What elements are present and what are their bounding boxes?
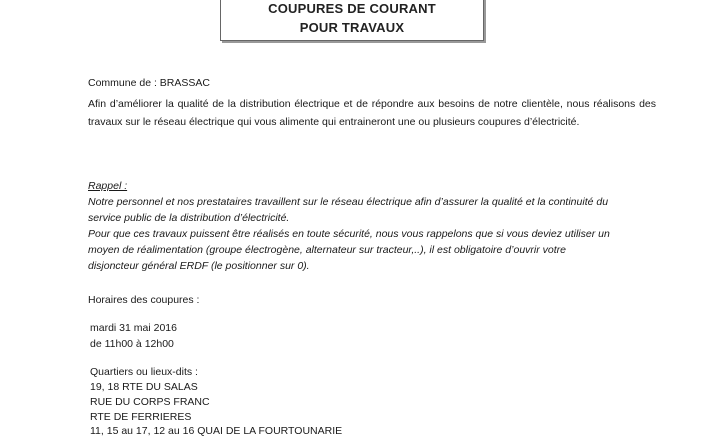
quartier-item: RUE DU CORPS FRANC [90,396,210,408]
commune-label: Commune de : BRASSAC [88,77,210,89]
quartiers-heading: Quartiers ou lieux-dits : [90,366,198,378]
quartier-item: RTE DE FERRIERES [90,411,192,423]
document-title-line2: POUR TRAVAUX [299,20,405,35]
intro-paragraph: Afin d’améliorer la qualité de la distribution électrique et de répondre aux besoins de notre clientèle, nous réalisons des travaux sur le réseau électrique qui vous alimente qui entraineront une ou plusieurs coupures d’électricité. [88,98,656,128]
rappel-line: Pour que ces travaux puissent être réalisés en toute sécurité, nous vous rappelons que si vous deviez utiliser un [88,228,610,240]
quartier-item: 11, 15 au 17, 12 au 16 QUAI DE LA FOURTOUNARIE [90,425,343,437]
rappel-heading: Rappel : [88,180,128,192]
rappel-line: service public de la distribution d’électricité. [88,212,290,224]
rappel-line: Notre personnel et nos prestataires travaillent sur le réseau électrique afin d’assurer la qualité et la continuité du [88,196,609,208]
horaires-heading: Horaires des coupures : [88,294,200,306]
title-box [220,0,484,41]
rappel-line: moyen de réalimentation (groupe électrogène, alternateur sur tracteur,..), il est obligatoire d’ouvrir votre [88,244,566,256]
coupure-date: mardi 31 mai 2016 [90,322,177,334]
rappel-line: disjoncteur général ERDF (le positionner sur 0). [88,260,310,272]
document-title-line1: COUPURES DE COURANT [268,1,436,16]
coupure-time: de 11h00 à 12h00 [90,338,174,350]
quartier-item: 19, 18 RTE DU SALAS [90,381,198,393]
